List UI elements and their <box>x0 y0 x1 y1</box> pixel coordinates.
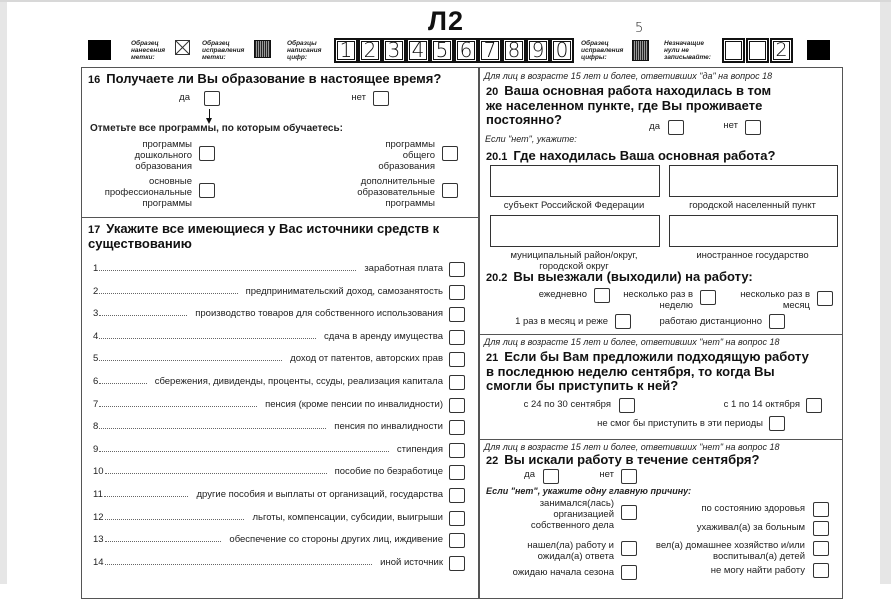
no-label: нет <box>723 120 738 131</box>
no-label: нет <box>599 469 614 480</box>
form-code: Л2 <box>428 6 464 36</box>
leader-dots <box>99 451 389 452</box>
sample-digit: 7 <box>478 38 502 63</box>
option-label: 1 раз в месяц и реже <box>515 316 608 327</box>
leader-dots <box>99 338 316 339</box>
source-label: стипендия <box>396 443 443 455</box>
q16-no-checkbox[interactable] <box>373 91 389 106</box>
program-additional-checkbox[interactable] <box>442 183 458 198</box>
source-number: 5 <box>93 353 99 365</box>
leader-dots <box>99 293 238 294</box>
income-source-checkbox[interactable] <box>449 511 465 526</box>
no-label: нет <box>351 92 366 103</box>
field-label: иностранное государство <box>696 250 809 261</box>
digit-correction-value: 5 <box>635 21 644 36</box>
question-number: 20.2 <box>486 272 508 284</box>
income-source-checkbox[interactable] <box>449 352 465 367</box>
question-title: Получаете ли Вы образование в настоящее время? <box>106 71 442 86</box>
region-input[interactable] <box>490 165 660 197</box>
source-label: иной источник <box>380 556 443 568</box>
income-source-checkbox[interactable] <box>449 556 465 571</box>
source-number: 6 <box>93 376 99 387</box>
leader-dots <box>105 473 327 474</box>
income-source-row <box>93 466 465 480</box>
sample-correction-label: Образец исправления метки: <box>202 40 245 61</box>
divider <box>478 439 842 440</box>
income-source-row <box>93 512 465 526</box>
source-label: предпринимательский доход, самозанятость <box>245 285 443 297</box>
registration-marker-right <box>807 40 830 60</box>
reason-season-checkbox[interactable] <box>621 565 637 580</box>
field-label: городской населенный пункт <box>689 200 816 211</box>
income-source-row <box>93 331 465 345</box>
if-no-note: Если "нет", укажите: <box>485 134 577 144</box>
program-professional-checkbox[interactable] <box>199 183 215 198</box>
city-input[interactable] <box>669 165 838 197</box>
income-source-checkbox[interactable] <box>449 420 465 435</box>
service-box[interactable]: 2 <box>770 38 793 63</box>
sample-digit: 8 <box>502 38 526 63</box>
leader-dots <box>99 360 282 361</box>
sample-digit: 3 <box>382 38 406 63</box>
filter-note: Для лиц в возрасте 15 лет и более, ответивших "нет" на вопрос 18 <box>484 442 780 452</box>
page-gutter-left <box>0 0 7 584</box>
income-source-row <box>93 376 465 390</box>
source-label: обеспечение со стороны других лиц, иждивение <box>229 534 443 546</box>
reason-own-business-checkbox[interactable] <box>621 505 637 520</box>
reason-health-checkbox[interactable] <box>813 502 829 517</box>
source-number: 13 <box>93 534 104 546</box>
source-number: 7 <box>93 398 99 410</box>
field-label: муниципальный район/округ, городской округ <box>510 250 638 272</box>
yes-label: да <box>649 121 660 132</box>
income-source-checkbox[interactable] <box>449 285 465 300</box>
source-number: 3 <box>93 308 99 320</box>
digit-correction-label: Образец исправления цифры: <box>581 40 624 61</box>
source-label: пособие по безработице <box>334 466 443 478</box>
leader-dots <box>105 519 244 520</box>
income-source-row <box>93 353 465 367</box>
leader-dots <box>105 541 221 542</box>
option-label: ежедневно <box>538 289 587 300</box>
leader-dots <box>99 315 187 316</box>
filter-note: Для лиц в возрасте 15 лет и более, ответивших "нет" на вопрос 18 <box>484 337 780 347</box>
reason-household-checkbox[interactable] <box>813 541 829 556</box>
option-label: работаю дистанционно <box>659 316 762 327</box>
start-oct-checkbox[interactable] <box>806 398 822 413</box>
programs-subtitle: Отметьте все программы, по которым обучаетесь: <box>90 123 343 134</box>
reason-label: вел(а) домашнее хозяйство и/или воспитывал(а) детей <box>655 540 805 562</box>
program-preschool-checkbox[interactable] <box>199 146 215 161</box>
source-label: доход от патентов, авторских прав <box>290 353 443 365</box>
income-source-row <box>93 489 465 503</box>
source-number: 10 <box>93 466 104 478</box>
question-number: 16 <box>88 74 101 86</box>
income-source-checkbox[interactable] <box>449 443 465 458</box>
question-title: Где находилась Ваша основная работа? <box>513 148 776 163</box>
sample-digit: 0 <box>550 38 574 63</box>
source-number: 4 <box>93 330 99 342</box>
income-source-row <box>93 308 465 322</box>
start-never-checkbox[interactable] <box>769 416 785 431</box>
service-label: Незначащие нули не записывайте: <box>664 40 711 61</box>
leader-dots <box>99 406 257 407</box>
question-title: Если бы Вам предложили подходящую работу в последнюю неделю сентября, то когда Вы смогли бы приступить к ней? <box>486 349 809 393</box>
source-number: 1 <box>93 263 99 274</box>
question-number: 21 <box>486 352 499 364</box>
leader-dots <box>99 383 147 384</box>
reason-awaiting-answer-checkbox[interactable] <box>621 541 637 556</box>
page-gutter-right <box>880 0 891 584</box>
reason-label: ухаживал(а) за больным <box>696 522 805 533</box>
commute-monthly-checkbox[interactable] <box>817 291 833 306</box>
sample-digit: 6 <box>454 38 478 63</box>
income-source-checkbox[interactable] <box>449 262 465 277</box>
option-label: несколько раз в месяц <box>740 289 810 311</box>
q22-no-checkbox[interactable] <box>621 469 637 484</box>
sample-digit: 9 <box>526 38 550 63</box>
sample-correction-icon <box>254 40 271 58</box>
income-source-checkbox[interactable] <box>449 533 465 548</box>
question-title: Ваша основная работа находилась в том же населенном пункте, где Вы проживаете постоянно? <box>486 83 772 127</box>
source-label: пенсия (кроме пенсии по инвалидности) <box>265 398 443 410</box>
income-source-checkbox[interactable] <box>449 375 465 390</box>
program-label: основные профессиональные программы <box>104 176 192 209</box>
sample-mark-icon <box>175 40 190 55</box>
program-general-checkbox[interactable] <box>442 146 458 161</box>
question-number: 20 <box>486 86 499 98</box>
option-label: с 24 по 30 сентября <box>523 399 611 410</box>
sample-mark-label: Образец нанесения метки: <box>131 40 166 61</box>
registration-marker-left <box>88 40 111 60</box>
question-title: Вы искали работу в течение сентября? <box>504 452 760 467</box>
source-label: производство товаров для собственного использования <box>195 308 443 320</box>
program-label: программы общего образования <box>378 139 435 172</box>
income-source-checkbox[interactable] <box>449 488 465 503</box>
sample-digits-label: Образцы написания цифр: <box>287 40 322 61</box>
commute-rare-checkbox[interactable] <box>615 314 631 329</box>
leader-dots <box>104 496 188 497</box>
sample-digit: 1 <box>334 38 358 63</box>
income-source-row <box>93 399 465 413</box>
income-source-checkbox[interactable] <box>449 330 465 345</box>
reason-label: не могу найти работу <box>710 565 805 576</box>
income-source-row <box>93 263 465 277</box>
option-label: несколько раз в неделю <box>623 289 693 311</box>
sample-digit: 2 <box>358 38 382 63</box>
source-number: 2 <box>93 285 99 297</box>
commute-daily-checkbox[interactable] <box>594 288 610 303</box>
reason-label: по состоянию здоровья <box>701 503 805 514</box>
digit-correction-icon <box>632 40 649 61</box>
source-number: 8 <box>93 421 99 433</box>
leader-dots <box>99 270 356 271</box>
source-label: сдача в аренду имущества <box>324 330 443 342</box>
leader-dots <box>99 428 326 429</box>
income-source-checkbox[interactable] <box>449 398 465 413</box>
start-sep-checkbox[interactable] <box>619 398 635 413</box>
source-label: заработная плата <box>364 263 443 274</box>
foreign-country-input[interactable] <box>669 215 838 247</box>
source-number: 14 <box>93 556 104 568</box>
question-number: 22 <box>486 455 499 467</box>
divider <box>81 217 479 218</box>
reason-cannot-find-checkbox[interactable] <box>813 563 829 578</box>
question-title: Вы выезжали (выходили) на работу: <box>513 269 753 284</box>
program-label: дополнительные образовательные программы <box>357 176 435 209</box>
sample-digit: 5 <box>430 38 454 63</box>
question-number: 17 <box>88 224 101 236</box>
service-box[interactable] <box>722 38 745 63</box>
reason-label: нашел(ла) работу и ожидал(а) ответа <box>527 540 614 562</box>
if-no-note: Если "нет", укажите одну главную причину: <box>486 486 692 496</box>
field-label: субъект Российской Федерации <box>503 200 645 211</box>
yes-label: да <box>524 469 535 480</box>
question-number: 20.1 <box>486 151 508 163</box>
source-label: льготы, компенсации, субсидии, выигрыши <box>252 511 443 523</box>
option-label: не смог бы приступить в эти периоды <box>597 418 763 429</box>
q16-yes-checkbox[interactable] <box>204 91 220 106</box>
commute-weekly-checkbox[interactable] <box>700 290 716 305</box>
sample-digit: 4 <box>406 38 430 63</box>
source-number: 12 <box>93 511 104 523</box>
option-label: с 1 по 14 октября <box>723 399 800 410</box>
income-source-checkbox[interactable] <box>449 307 465 322</box>
income-source-row <box>93 534 465 548</box>
reason-caring-checkbox[interactable] <box>813 521 829 536</box>
q20-yes-checkbox[interactable] <box>668 120 684 135</box>
municipality-input[interactable] <box>490 215 660 247</box>
source-number: 9 <box>93 443 99 455</box>
reason-label: ожидаю начала сезона <box>512 567 614 578</box>
commute-remote-checkbox[interactable] <box>769 314 785 329</box>
page-top-edge <box>0 0 891 2</box>
income-source-checkbox[interactable] <box>449 465 465 480</box>
source-label: другие пособия и выплаты от организаций, государства <box>196 489 443 500</box>
divider <box>478 334 842 335</box>
reason-label: занимался(лась) организацией собственного дела <box>530 498 614 531</box>
source-label: пенсия по инвалидности <box>334 421 443 433</box>
income-source-row <box>93 286 465 300</box>
arrow-down-icon <box>209 109 210 121</box>
question-title: Укажите все имеющиеся у Вас источники средств к существованию <box>88 221 440 251</box>
filter-note: Для лиц в возрасте 15 лет и более, ответивших "да" на вопрос 18 <box>484 71 773 81</box>
source-label: сбережения, дивиденды, проценты, ссуды, реализация капитала <box>154 376 443 387</box>
income-source-row <box>93 421 465 435</box>
leader-dots <box>105 564 372 565</box>
yes-label: да <box>179 92 190 103</box>
service-box[interactable] <box>746 38 769 63</box>
program-label: программы дошкольного образования <box>134 139 192 172</box>
income-source-row <box>93 557 465 571</box>
source-number: 11 <box>93 489 103 500</box>
q20-no-checkbox[interactable] <box>745 120 761 135</box>
q22-yes-checkbox[interactable] <box>543 469 559 484</box>
income-source-row <box>93 444 465 458</box>
